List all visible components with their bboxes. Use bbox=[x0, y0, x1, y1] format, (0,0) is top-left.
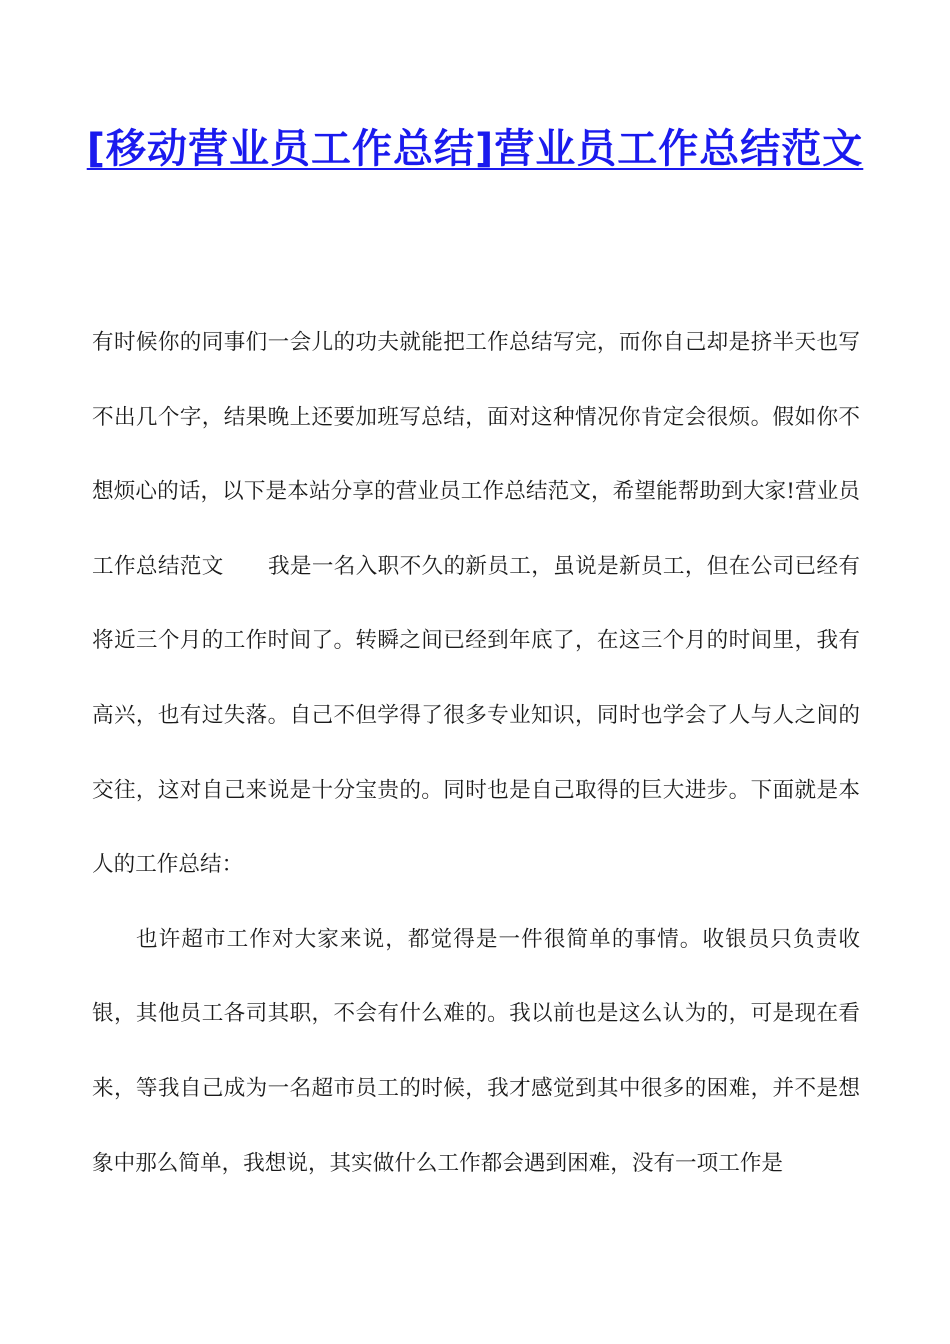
paragraph-body bbox=[92, 903, 860, 1201]
paragraph-intro bbox=[92, 306, 860, 903]
body-text: 也许超市工作对大家来说，都觉得是一件很简单的事情。收银员只负责收银，其他员工各司其职，不会有什么难的。我以前也是这么认为的，可是现在看来，等我自己成为一名超市员工的时候，我才感觉到其中很多的困难，并不是想象中那么简单，我想说，其实做什么工作都会遇到困难，没有一项工作是 bbox=[92, 926, 860, 1176]
document-body bbox=[92, 306, 860, 1201]
document-title bbox=[60, 122, 890, 176]
intro-text: 有时候你的同事们一会儿的功夫就能把工作总结写完，而你自己却是挤半天也写不出几个字，结果晚上还要加班写总结，面对这种情况你肯定会很烦。假如你不想烦心的话，以下是本站分享的营业员工作总结范文，希望能帮助到大家! bbox=[92, 330, 860, 505]
title-link[interactable]: [移动营业员工作总结]营业员工作总结范文 bbox=[86, 126, 864, 172]
subheading: 营业员工作总结范文 bbox=[92, 479, 860, 579]
intro-body-text: 我是一名入职不久的新员工，虽说是新员工，但在公司已经有将近三个月的工作时间了。转瞬之间已经到年底了，在这三个月的时间里，我有高兴，也有过失落。自己不但学得了很多专业知识，同时也学会了人与人之间的交往，这对自己来说是十分宝贵的。同时也是自己取得的巨大进步。下面就是本人的工作总结： bbox=[92, 553, 860, 878]
